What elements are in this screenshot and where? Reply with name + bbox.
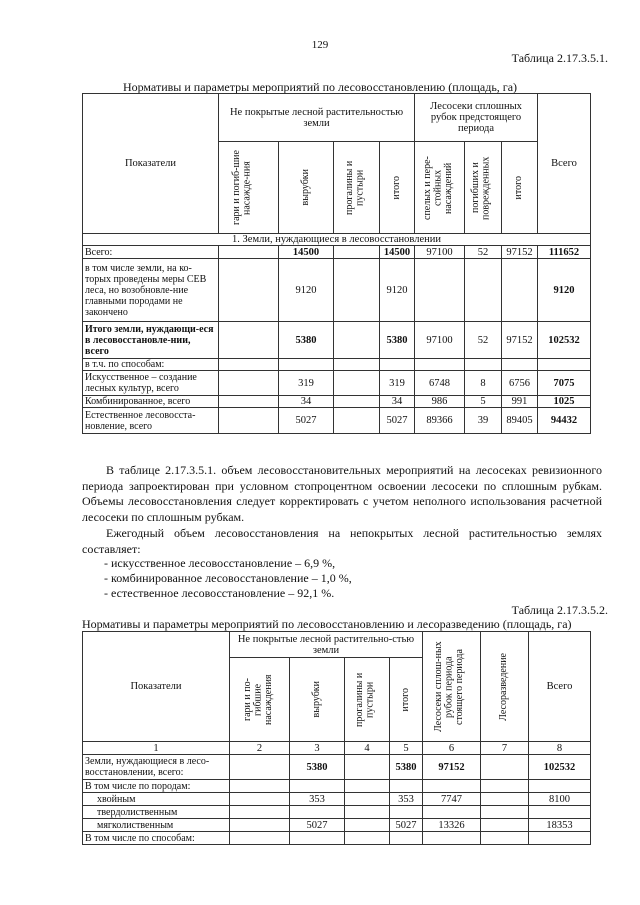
table-row (83, 793, 591, 806)
table-cell (345, 832, 390, 845)
t2-head-total: Всего (529, 632, 591, 742)
table-cell: 14500 (380, 246, 415, 259)
table-row (83, 259, 591, 322)
t1-sub-ripe: спелых и пере-стойных насаждений (421, 155, 454, 220)
table-cell: 9120 (380, 259, 415, 322)
table-cell: 18353 (529, 819, 591, 832)
table-cell (219, 359, 279, 371)
table-cell: 8 (465, 371, 502, 396)
table-cell (219, 259, 279, 322)
table-row (83, 780, 591, 793)
row-label: Естественное лесовосста-новление, всего (83, 408, 219, 434)
table-cell (481, 755, 529, 780)
table-cell (219, 246, 279, 259)
table-cell: 52 (465, 246, 502, 259)
table-cell: 7075 (538, 371, 591, 396)
table-cell (345, 780, 390, 793)
table-cell (230, 755, 290, 780)
row-label: Итого земли, нуждающи-еся в лесовосстановле-нии, всего (83, 322, 219, 359)
table-cell (230, 806, 290, 819)
table-cell: 97100 (415, 322, 465, 359)
table-cell: 9120 (538, 259, 591, 322)
table2 (82, 631, 591, 845)
t2-col-number: 4 (345, 742, 390, 755)
table-cell (465, 259, 502, 322)
table-cell: 5380 (380, 322, 415, 359)
row-label: Искусственное – создание лесных культур, всего (83, 371, 219, 396)
table-cell (334, 259, 380, 322)
t1-head-uncovered: Не покрытые лесной растительностью земли (219, 94, 415, 142)
table-cell: 9120 (279, 259, 334, 322)
row-label: Всего: (83, 246, 219, 259)
table-cell: 5027 (290, 819, 345, 832)
table-cell (230, 780, 290, 793)
table-cell: 991 (502, 396, 538, 408)
row-label: В том числе по способам: (83, 832, 230, 845)
table-cell (390, 780, 423, 793)
table2-caption: Таблица 2.17.3.5.2. (511, 603, 608, 617)
paragraph-2: Ежегодный объем лесовосстановления на непокрытых лесной растительностью землях составляет: (82, 526, 602, 556)
table-cell (390, 832, 423, 845)
bullet-item: - искусственное лесовосстановление – 6,9 %, (104, 556, 336, 570)
row-label: хвойным (83, 793, 230, 806)
table-cell: 102532 (529, 755, 591, 780)
table-cell: 97152 (502, 246, 538, 259)
table-cell (334, 322, 380, 359)
table-row (83, 819, 591, 832)
table-cell: 5380 (279, 322, 334, 359)
table-cell: 319 (380, 371, 415, 396)
table-row (83, 408, 591, 434)
t2-head-uncovered: Не покрытые лесной растительно-стью земли (230, 632, 423, 658)
table-cell (415, 359, 465, 371)
t1-head-indicators: Показатели (83, 94, 219, 234)
table-cell (290, 806, 345, 819)
table-row (83, 246, 591, 259)
table-cell (380, 359, 415, 371)
row-label: Комбинированное, всего (83, 396, 219, 408)
table-cell (219, 371, 279, 396)
table-cell (538, 359, 591, 371)
table2-title: Нормативы и параметры мероприятий по лесовосстановлению и лесоразведению (площадь, га) (82, 617, 572, 631)
table-cell (279, 359, 334, 371)
t1-head-cutting: Лесосеки сплошных рубок предстоящего периода (415, 94, 538, 142)
table-cell (423, 780, 481, 793)
table-cell (390, 806, 423, 819)
table-cell (481, 819, 529, 832)
table-cell: 7747 (423, 793, 481, 806)
table-cell (290, 780, 345, 793)
table-cell: 353 (290, 793, 345, 806)
table-cell: 13326 (423, 819, 481, 832)
t1-head-total: Всего (538, 94, 591, 234)
table-cell: 6756 (502, 371, 538, 396)
paragraph-1: В таблице 2.17.3.5.1. объем лесовосстановительных мероприятий на лесосеках ревизионного периода запроектирован при условном стопроцентном освоении лесосеки по сплошным рубкам. Объемы лесовосстановления следует корректировать с учетом неполного использования расчетной лесосеки по сплошным рубкам. (82, 463, 602, 524)
table-cell (415, 259, 465, 322)
table-cell (230, 793, 290, 806)
table-cell (345, 819, 390, 832)
table-cell (334, 408, 380, 434)
table-cell (423, 806, 481, 819)
table-cell: 89366 (415, 408, 465, 434)
t2-sub-burned: гари и по-гибшие насаждения (242, 674, 274, 725)
t2-head-indicators: Показатели (83, 632, 230, 742)
t2-head-cutting: Лесосеки сплош-ных рубок периода стоящего периода (432, 641, 465, 732)
table1-caption: Таблица 2.17.3.5.1. (511, 51, 608, 65)
t2-col-number: 6 (423, 742, 481, 755)
table-cell: 5 (465, 396, 502, 408)
table-row (83, 832, 591, 845)
table-cell (334, 371, 380, 396)
table1 (82, 93, 591, 434)
t2-sub-cutovers: вырубки (310, 681, 322, 718)
table-cell: 94432 (538, 408, 591, 434)
t1-sub-itogo1: итого (390, 175, 402, 200)
t1-sub-glades: прогалины и пустыри (343, 160, 365, 215)
row-label: в том числе земли, на ко-торых проведены меры СЕВ леса, но возобновле-ние главными породами не закончено (83, 259, 219, 322)
table1-title: Нормативы и параметры мероприятий по лесовосстановлению (площадь, га) (122, 80, 518, 94)
table-cell (219, 322, 279, 359)
table-cell (290, 832, 345, 845)
t2-col-number: 5 (390, 742, 423, 755)
row-label: в т.ч. по способам: (83, 359, 219, 371)
table-cell: 97152 (502, 322, 538, 359)
table-cell (481, 832, 529, 845)
table-cell: 5027 (390, 819, 423, 832)
row-label: мягколиственным (83, 819, 230, 832)
t1-sub-burned: гари и погиб-шие насажде-ния (231, 150, 253, 225)
t1-sub-cutovers: вырубки (299, 169, 311, 206)
table-cell: 39 (465, 408, 502, 434)
table-cell (230, 832, 290, 845)
t2-col-number: 7 (481, 742, 529, 755)
table-cell (529, 832, 591, 845)
table-cell (502, 359, 538, 371)
table-cell: 97100 (415, 246, 465, 259)
table-cell (219, 396, 279, 408)
t2-col-number: 1 (83, 742, 230, 755)
table-cell: 986 (415, 396, 465, 408)
table-row (83, 806, 591, 819)
table-cell (334, 396, 380, 408)
t2-col-number: 2 (230, 742, 290, 755)
t2-sub-glades: прогалины и пустыри (354, 672, 376, 727)
table-row (83, 371, 591, 396)
bullet-item: - естественное лесовосстановление – 92,1 %. (104, 586, 335, 600)
row-label: твердолиственным (83, 806, 230, 819)
table-cell (481, 793, 529, 806)
table-cell (345, 755, 390, 780)
t1-section-heading: 1. Земли, нуждающиеся в лесовосстановлении (83, 234, 591, 246)
table-cell: 89405 (502, 408, 538, 434)
table-cell: 8100 (529, 793, 591, 806)
table-cell: 34 (279, 396, 334, 408)
table-cell (345, 806, 390, 819)
table-cell (230, 819, 290, 832)
bullet-item: - комбинированное лесовосстановление – 1,0 %, (104, 571, 352, 585)
table-row (83, 396, 591, 408)
table-cell: 5380 (390, 755, 423, 780)
table-row (83, 359, 591, 371)
table-cell: 97152 (423, 755, 481, 780)
t2-sub-itogo: итого (399, 687, 411, 712)
table-cell (465, 359, 502, 371)
table-cell: 14500 (279, 246, 334, 259)
table-cell: 52 (465, 322, 502, 359)
table-cell (529, 780, 591, 793)
t1-sub-damaged: погибших и поврежденных (470, 155, 492, 220)
table-cell: 5027 (279, 408, 334, 434)
table-cell (334, 246, 380, 259)
table-cell: 5380 (290, 755, 345, 780)
table-cell: 34 (380, 396, 415, 408)
bullet-list (104, 556, 352, 601)
t2-col-number: 8 (529, 742, 591, 755)
t2-head-afforestation: Лесоразведение (498, 652, 510, 721)
table-cell (481, 806, 529, 819)
table-row (83, 322, 591, 359)
row-label: В том числе по породам: (83, 780, 230, 793)
table-cell: 6748 (415, 371, 465, 396)
table-cell (345, 793, 390, 806)
table-cell: 5027 (380, 408, 415, 434)
table-cell: 102532 (538, 322, 591, 359)
table-cell (529, 806, 591, 819)
row-label: Земли, нуждающиеся в лесо-восстановлении, всего: (83, 755, 230, 780)
page-number: 129 (311, 39, 329, 51)
table-cell (423, 832, 481, 845)
table-cell (219, 408, 279, 434)
table-cell: 111652 (538, 246, 591, 259)
table-cell: 1025 (538, 396, 591, 408)
table-cell: 353 (390, 793, 423, 806)
table-row (83, 755, 591, 780)
table-cell (481, 780, 529, 793)
table-cell (502, 259, 538, 322)
t2-col-number: 3 (290, 742, 345, 755)
table-cell: 319 (279, 371, 334, 396)
t1-sub-itogo2: итого (513, 175, 525, 200)
table-cell (334, 359, 380, 371)
